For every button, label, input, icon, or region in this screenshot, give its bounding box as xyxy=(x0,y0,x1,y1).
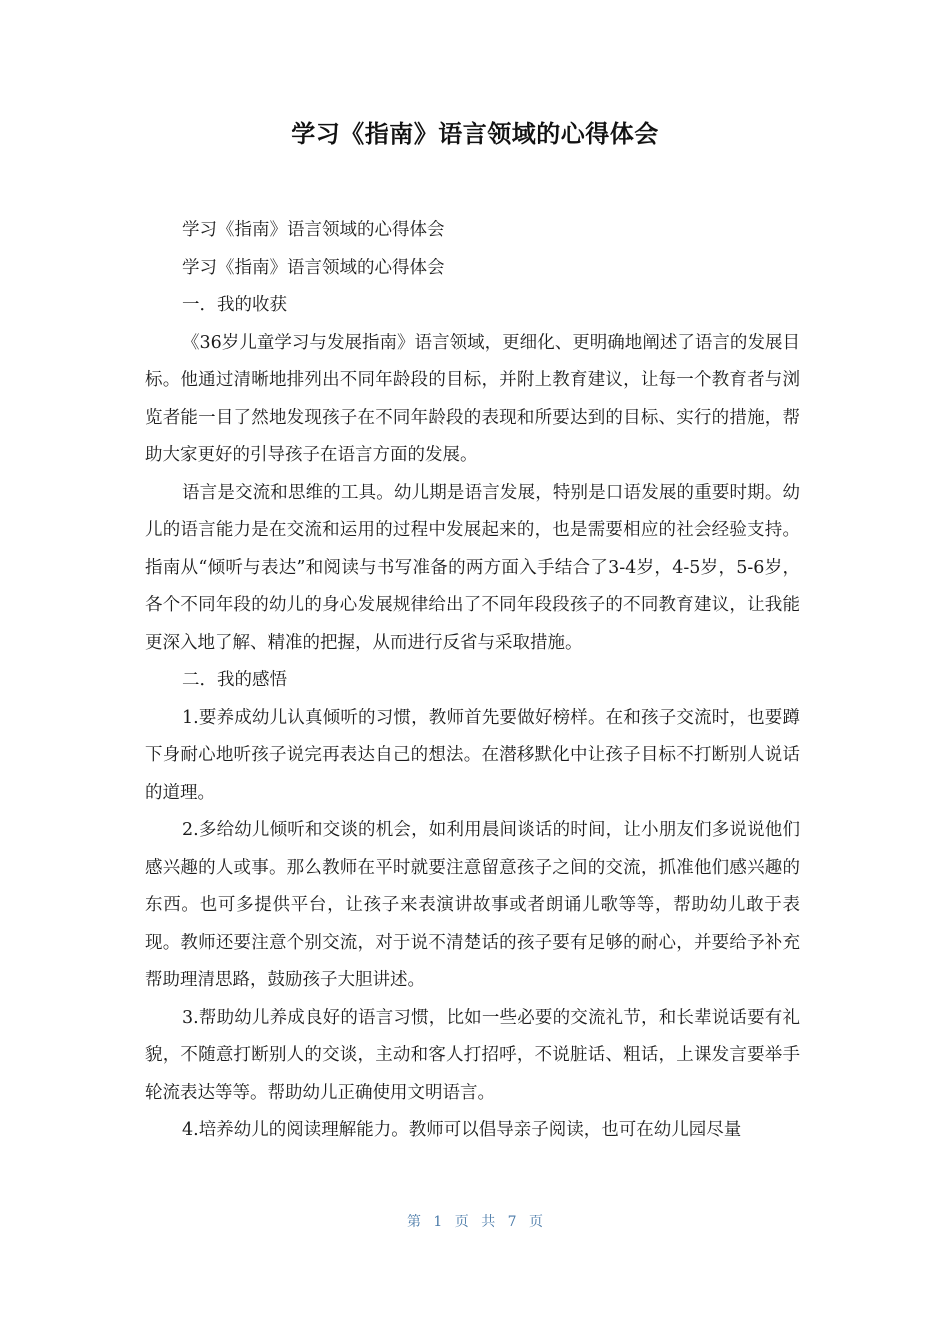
paragraph: 3.帮助幼儿养成良好的语言习惯，比如一些必要的交流礼节，和长辈说话要有礼貌，不随意打断别人的交谈，主动和客人打招呼，不说脏话、粗话，上课发言要举手轮流表达等等。帮助幼儿正确使用文明语言。 xyxy=(145,1007,800,1103)
section-heading: 二．我的感悟 xyxy=(182,670,287,690)
paragraph: 1.要养成幼儿认真倾听的习惯，教师首先要做好榜样。在和孩子交流时，也要蹲下身耐心地听孩子说完再表达自己的想法。在潜移默化中让孩子目标不打断别人说话的道理。 xyxy=(145,707,800,803)
document-title: 学习《指南》语言领域的心得体会 xyxy=(291,120,659,148)
section-heading: 一．我的收获 xyxy=(182,295,287,315)
document-body xyxy=(145,212,800,1150)
paragraph: 学习《指南》语言领域的心得体会 xyxy=(182,257,445,278)
paragraph: 语言是交流和思维的工具。幼儿期是语言发展，特别是口语发展的重要时期。幼儿的语言能力是在交流和运用的过程中发展起来的，也是需要相应的社会经验支持。指南从“倾听与表达”和阅读与书写准备的两方面入手结合了3-4岁，4-5岁，5-6岁，各个不同年段的幼儿的身心发展规律给出了不同年段段孩子的不同教育建议，让我能更深入地了解、精准的把握，从而进行反省与采取措施。 xyxy=(145,482,800,653)
page-number-footer: 第 1 页 共 7 页 xyxy=(406,1214,544,1230)
paragraph: 4.培养幼儿的阅读理解能力。教师可以倡导亲子阅读，也可在幼儿园尽量 xyxy=(182,1120,742,1140)
paragraph: 2.多给幼儿倾听和交谈的机会，如利用晨间谈话的时间，让小朋友们多说说他们感兴趣的人或事。那么教师在平时就要注意留意孩子之间的交流，抓准他们感兴趣的东西。也可多提供平台，让孩子来表演讲故事或者朗诵儿歌等等，帮助幼儿敢于表现。教师还要注意个别交流，对于说不清楚话的孩子要有足够的耐心，并要给予补充帮助理清思路，鼓励孩子大胆讲述。 xyxy=(145,820,800,990)
paragraph: 学习《指南》语言领域的心得体会 xyxy=(182,220,445,240)
paragraph: 《36岁儿童学习与发展指南》语言领域，更细化、更明确地阐述了语言的发展目标。他通过清晰地排列出不同年龄段的目标，并附上教育建议，让每一个教育者与浏览者能一目了然地发现孩子在不同年龄段的表现和所要达到的目标、实行的措施，帮助大家更好的引导孩子在语言方面的发展。 xyxy=(145,332,800,465)
